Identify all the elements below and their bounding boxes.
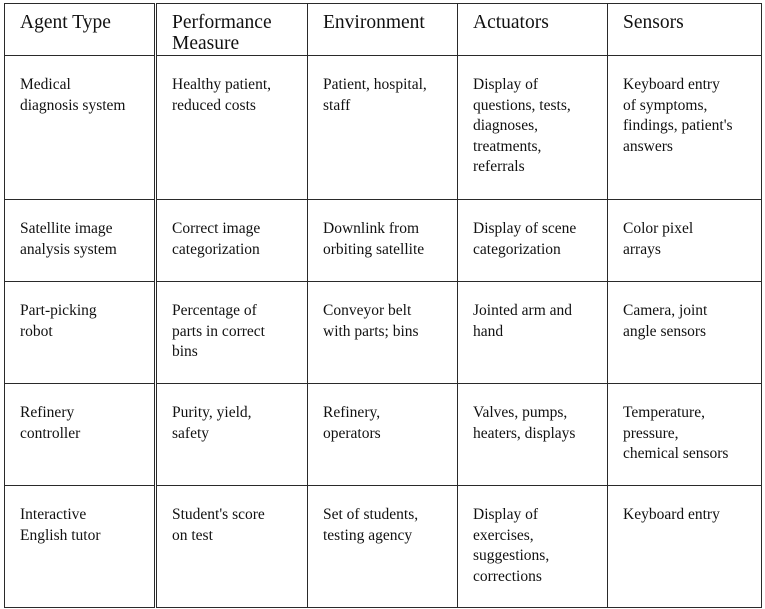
cell-actuators: Jointed arm and hand — [458, 282, 608, 384]
cell-performance-measure: Healthy patient, reduced costs — [156, 56, 308, 200]
table-row — [5, 200, 762, 282]
cell-actuators: Display of exercises, suggestions, corrections — [458, 486, 608, 608]
cell-agent-type: Satellite image analysis system — [5, 200, 156, 282]
cell-environment: Patient, hospital, staff — [308, 56, 458, 200]
header-environment: Environment — [308, 4, 458, 56]
header-sensors: Sensors — [608, 4, 762, 56]
cell-performance-measure: Percentage of parts in correct bins — [156, 282, 308, 384]
table-row — [5, 486, 762, 608]
cell-agent-type: Interactive English tutor — [5, 486, 156, 608]
table-row — [5, 282, 762, 384]
table-row — [5, 384, 762, 486]
cell-agent-type: Refinery controller — [5, 384, 156, 486]
cell-sensors: Color pixel arrays — [608, 200, 762, 282]
cell-performance-measure: Student's score on test — [156, 486, 308, 608]
cell-agent-type: Part-picking robot — [5, 282, 156, 384]
cell-environment: Set of students, testing agency — [308, 486, 458, 608]
cell-actuators: Display of scene categorization — [458, 200, 608, 282]
cell-environment: Refinery, operators — [308, 384, 458, 486]
cell-environment: Downlink from orbiting satellite — [308, 200, 458, 282]
cell-sensors: Camera, joint angle sensors — [608, 282, 762, 384]
table-row — [5, 56, 762, 200]
cell-sensors: Temperature, pressure, chemical sensors — [608, 384, 762, 486]
header-performance-measure: Performance Measure — [156, 4, 308, 56]
cell-actuators: Display of questions, tests, diagnoses, treatments, referrals — [458, 56, 608, 200]
cell-sensors: Keyboard entry — [608, 486, 762, 608]
cell-environment: Conveyor belt with parts; bins — [308, 282, 458, 384]
cell-performance-measure: Correct image categorization — [156, 200, 308, 282]
header-agent-type: Agent Type — [5, 4, 156, 56]
cell-actuators: Valves, pumps, heaters, displays — [458, 384, 608, 486]
cell-sensors: Keyboard entry of symptoms, findings, patient's answers — [608, 56, 762, 200]
table-header-row — [5, 4, 762, 56]
cell-performance-measure: Purity, yield, safety — [156, 384, 308, 486]
header-actuators: Actuators — [458, 4, 608, 56]
peas-table — [4, 3, 762, 608]
cell-agent-type: Medical diagnosis system — [5, 56, 156, 200]
